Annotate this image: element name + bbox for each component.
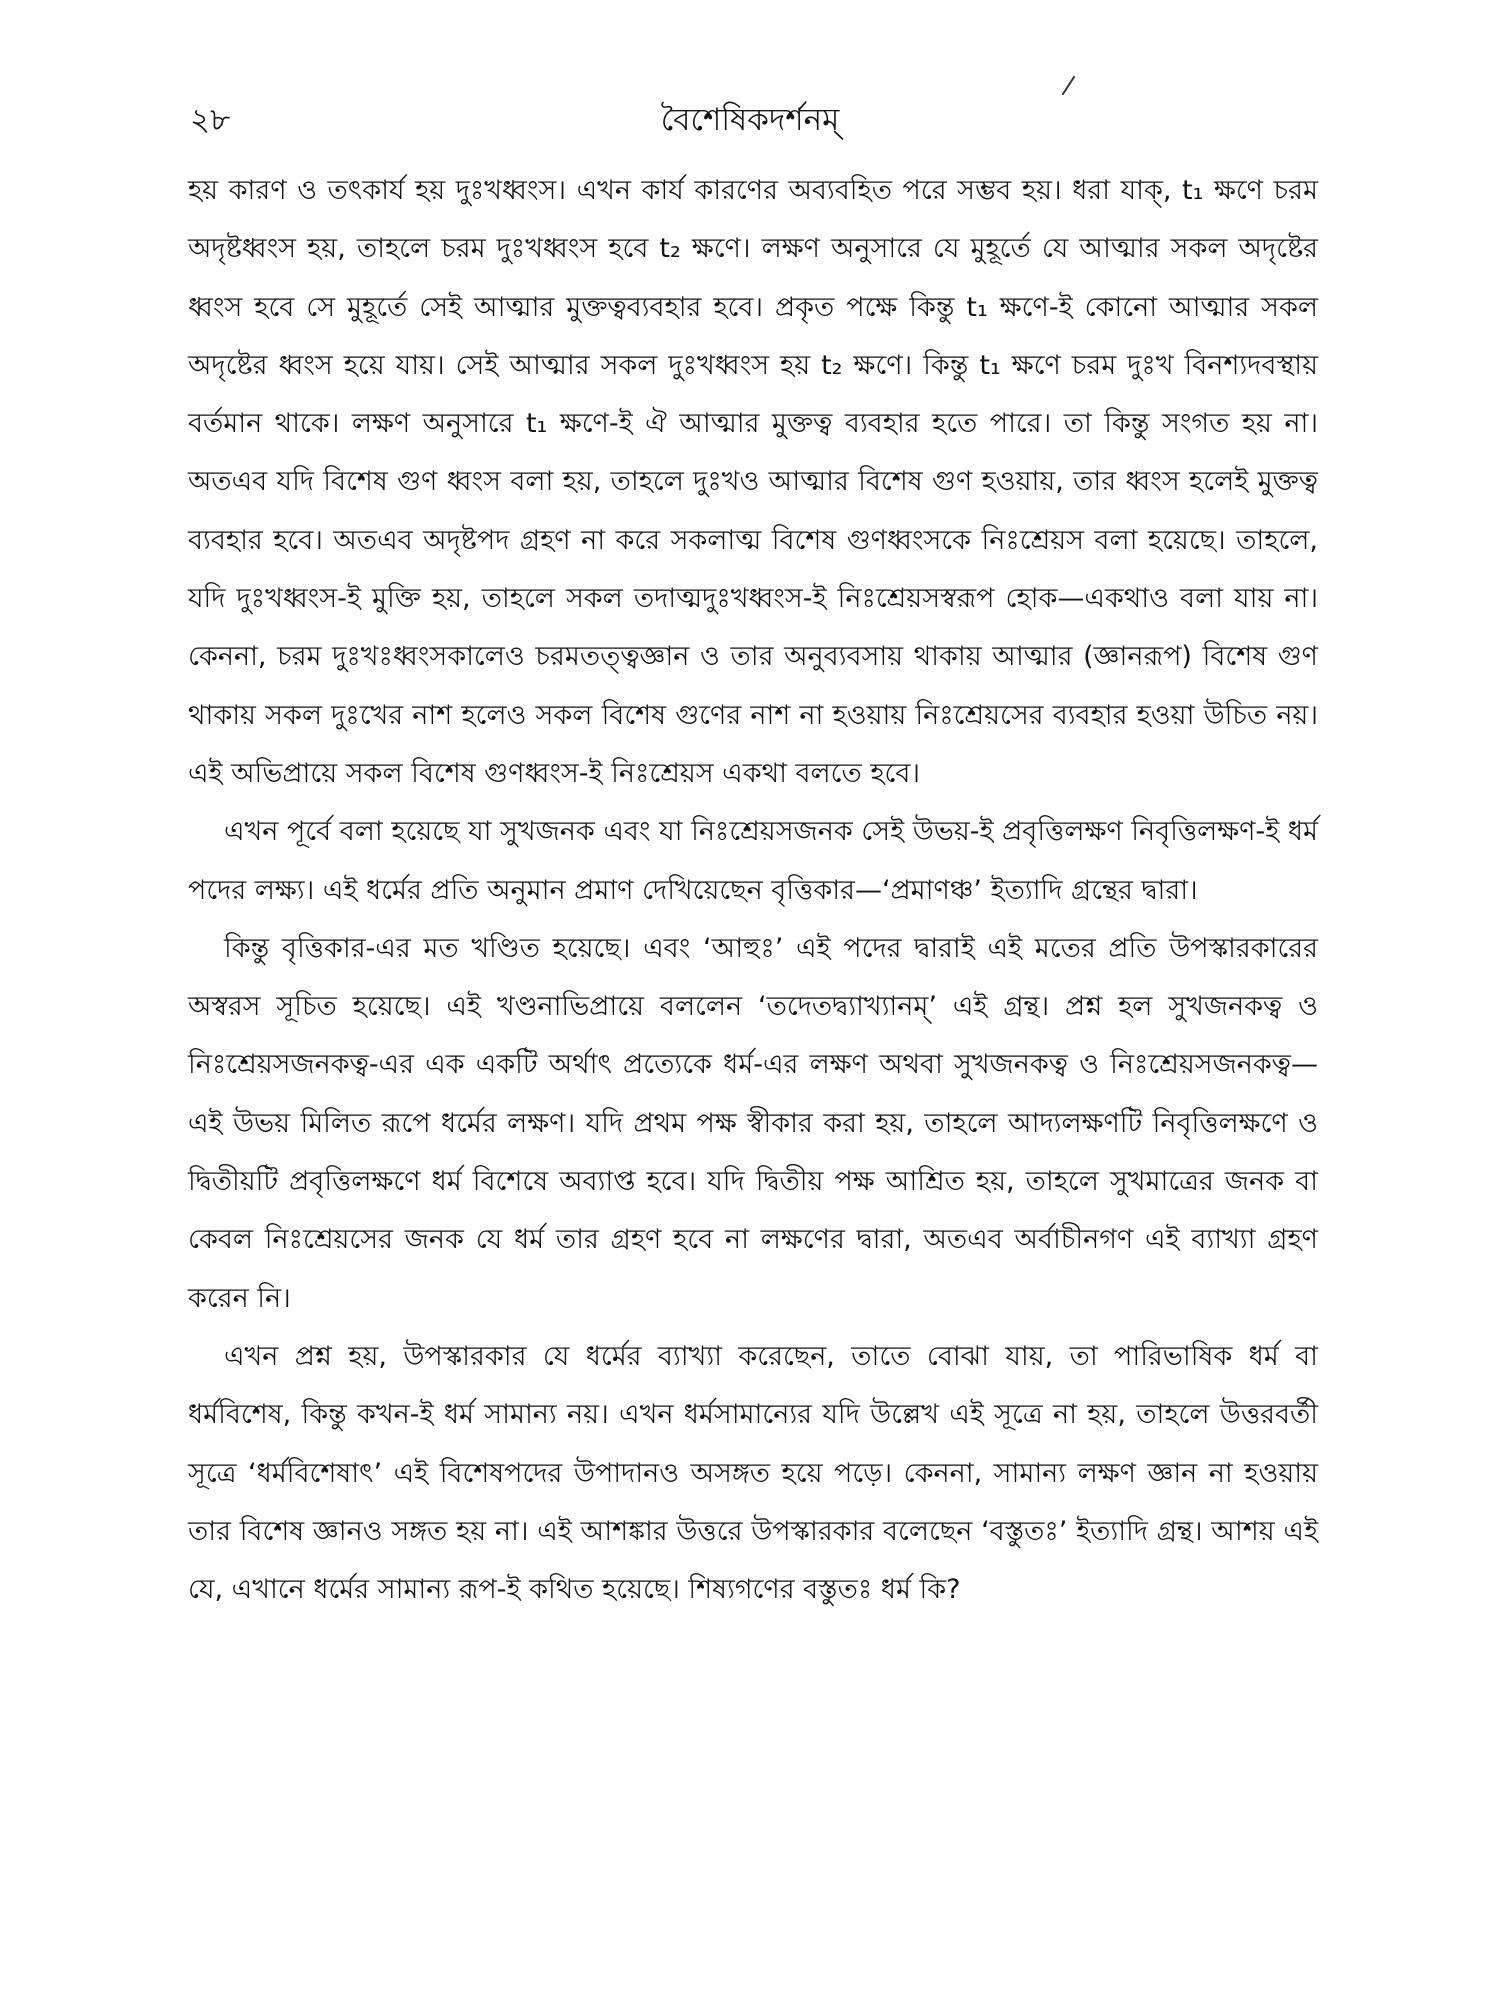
page-number: ২৮ [190,102,231,138]
page-header [0,0,1500,150]
paragraph: এখন প্রশ্ন হয়, উপস্কারকার যে ধর্মের ব্যাখ্যা করেছেন, তাতে বোঝা যায়, তা পারিভাষিক ধর্ম বা ধর্মবিশেষ, কিন্তু কখন-ই ধর্ম সামান্য নয়। এখন ধর্মসামান্যের যদি উল্লেখ এই সূত্রে না হয়, তাহলে উত্তরবর্তী সূত্রে ‘ধর্মবিশেষাৎ’ এই বিশেষপদের উপাদানও অসঙ্গত হয়ে পড়ে। কেননা, সামান্য লক্ষণ জ্ঞান না হওয়ায় তার বিশেষ জ্ঞানও সঙ্গত হয় না। এই আশঙ্কার উত্তরে উপস্কারকার বলেছেন ‘বস্তুতঃ’ ইত্যাদি গ্রন্থ। আশয় এই যে, এখানে ধর্মের সামান্য রূপ-ই কথিত হয়েছে। শিষ্যগণের বস্তুতঃ ধর্ম কি? [188,1340,1318,1606]
paragraph: এখন পূর্বে বলা হয়েছে যা সুখজনক এবং যা নিঃশ্রেয়সজনক সেই উভয়-ই প্রবৃত্তিলক্ষণ নিবৃত্তিলক্ষণ-ই ধর্ম পদের লক্ষ্য। এই ধর্মের প্রতি অনুমান প্রমাণ দেখিয়েছেন বৃত্তিকার—‘প্রমাণঞ্চ’ ইত্যাদি গ্রন্থের দ্বারা। [188,816,1318,906]
running-title: বৈশেষিকদর্শনম্ [660,102,840,138]
pen-mark-icon [1060,76,1076,96]
paragraph: হয় কারণ ও তৎকার্য হয় দুঃখধ্বংস। এখন কার্য কারণের অব্যবহিত পরে সম্ভব হয়। ধরা যাক্, t₁ ক্ষণে চরম অদৃষ্টধ্বংস হয়, তাহলে চরম দুঃখধ্বংস হবে t₂ ক্ষণে। লক্ষণ অনুসারে যে মুহূর্তে যে আত্মার সকল অদৃষ্টের ধ্বংস হবে সে মুহূর্তে সেই আত্মার মুক্তত্বব্যবহার হবে। প্রকৃত পক্ষে কিন্তু t₁ ক্ষণে-ই কোনো আত্মার সকল অদৃষ্টের ধ্বংস হয়ে যায়। সেই আত্মার সকল দুঃখধ্বংস হয় t₂ ক্ষণে। কিন্তু t₁ ক্ষণে চরম দুঃখ বিনশ্যদবস্থায় বর্তমান থাকে। লক্ষণ অনুসারে t₁ ক্ষণে-ই ঐ আত্মার মুক্তত্ব ব্যবহার হতে পারে। তা কিন্তু সংগত হয় না। অতএব যদি বিশেষ গুণ ধ্বংস বলা হয়, তাহলে দুঃখও আত্মার বিশেষ গুণ হওয়ায়, তার ধ্বংস হলেই মুক্তত্ব ব্যবহার হবে। অতএব অদৃষ্টপদ গ্রহণ না করে সকলাত্ম বিশেষ গুণধ্বংসকে নিঃশ্রেয়স বলা হয়েছে। তাহলে, যদি দুঃখধ্বংস-ই মুক্তি হয়, তাহলে সকল তদাত্মদুঃখধ্বংস-ই নিঃশ্রেয়সস্বরূপ হোক—একথাও বলা যায় না। কেননা, চরম দুঃখঃধ্বংসকালেও চরমতত্ত্বজ্ঞান ও তার অনুব্যবসায় থাকায় আত্মার (জ্ঞানরূপ) বিশেষ গুণ থাকায় সকল দুঃখের নাশ হলেও সকল বিশেষ গুণের নাশ না হওয়ায় নিঃশ্রেয়সের ব্যবহার হওয়া উচিত নয়। এই অভিপ্রায়ে সকল বিশেষ গুণধ্বংস-ই নিঃশ্রেয়স একথা বলতে হবে। [188,175,1318,789]
body-text [188,162,1318,1619]
paragraph: কিন্তু বৃত্তিকার-এর মত খণ্ডিত হয়েছে। এবং ‘আহুঃ’ এই পদের দ্বারাই এই মতের প্রতি উপস্কারকারের অস্বরস সূচিত হয়েছে। এই খণ্ডনাভিপ্রায়ে বললেন ‘তদেতদ্ব্যাখ্যানম্’ এই গ্রন্থ। প্রশ্ন হল সুখজনকত্ব ও নিঃশ্রেয়সজনকত্ব-এর এক একটি অর্থাৎ প্রত্যেকে ধর্ম-এর লক্ষণ অথবা সুখজনকত্ব ও নিঃশ্রেয়সজনকত্ব—এই উভয় মিলিত রূপে ধর্মের লক্ষণ। যদি প্রথম পক্ষ স্বীকার করা হয়, তাহলে আদ্যলক্ষণটি নিবৃত্তিলক্ষণে ও দ্বিতীয়টি প্রবৃত্তিলক্ষণে ধর্ম বিশেষে অব্যাপ্ত হবে। যদি দ্বিতীয় পক্ষ আশ্রিত হয়, তাহলে সুখমাত্রের জনক বা কেবল নিঃশ্রেয়সের জনক যে ধর্ম তার গ্রহণ হবে না লক্ষণের দ্বারা, অতএব অর্বাচীনগণ এই ব্যাখ্যা গ্রহণ করেন নি। [188,932,1318,1314]
